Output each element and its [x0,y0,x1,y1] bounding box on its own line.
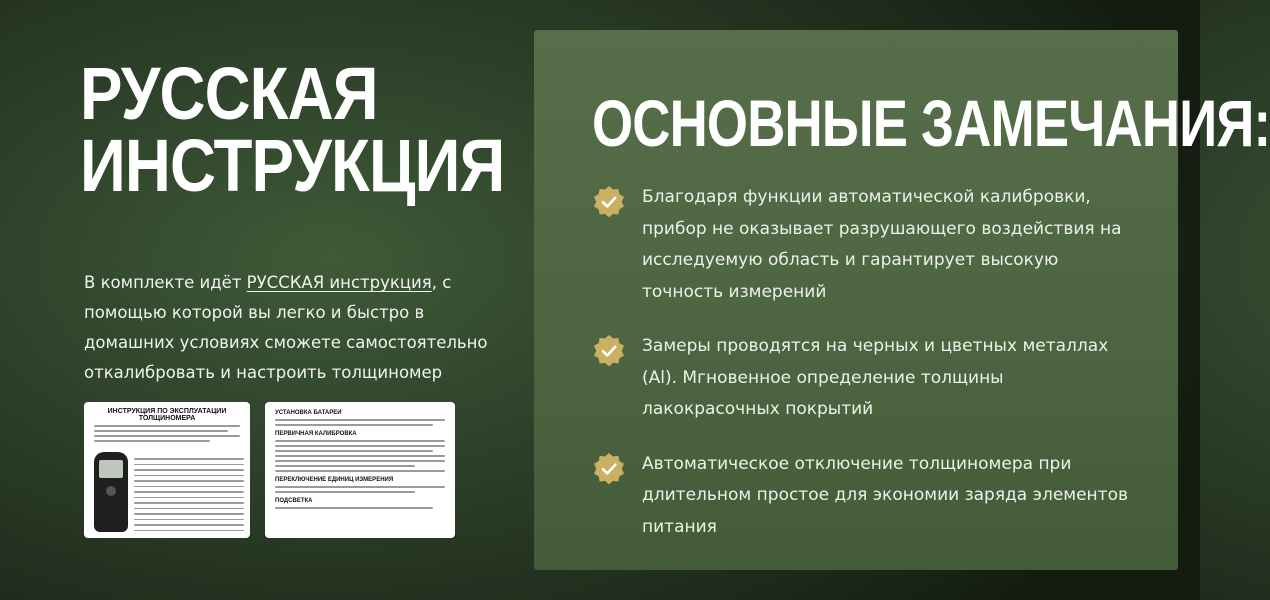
heading-line-2: ИНСТРУКЦИЯ [80,124,505,207]
note-text: Автоматическое отключение толщиномера при длительном простое для экономии заряда элементов питания [642,453,1128,537]
text-line [94,440,210,442]
manual-page-thumbnail-1[interactable] [84,402,250,538]
instruction-link[interactable]: РУССКАЯ инструкция [246,273,432,292]
device-screen [99,460,123,478]
manual-page-thumbnail-2[interactable] [265,402,455,538]
section-title: ПЕРЕКЛЮЧЕНИЕ ЕДИНИЦ ИЗМЕРЕНИЯ [275,477,394,483]
text-line [94,435,240,437]
thickness-gauge-image [94,452,128,532]
note-item [592,449,1132,544]
section-title: УСТАНОВКА БАТАРЕИ [275,410,342,416]
intro-text-end: , с помощью которой вы легко и быстро в домашних условиях сможете самостоятельно откалибровать и настроить толщиномер [84,273,488,382]
intro-text [84,268,504,388]
device-button [106,486,116,496]
section-title: ПОДСВЕТКА [275,498,313,504]
manual-title: ИНСТРУКЦИЯ ПО ЭКСПЛУАТАЦИИ ТОЛЩИНОМЕРА [107,408,227,422]
notes-list [592,182,1132,566]
note-text: Замеры проводятся на черных и цветных металлах (Al). Мгновенное определение толщины лакокрасочных покрытий [642,336,1109,419]
intro-text-start: В комплекте идёт [84,273,247,292]
page-heading [80,52,505,207]
check-badge-icon [592,334,626,368]
panel-title: ОСНОВНЫЕ ЗАМЕЧАНИЯ: [592,86,1270,160]
note-item [592,331,1132,426]
feature-list-lines [134,454,244,531]
section-title: ПЕРВИЧНАЯ КАЛИБРОВКА [275,431,357,437]
note-text: Благодаря функции автоматической калибровки, прибор не оказывает разрушающего воздействия на исследуемую область и гарантирует высокую точность измерений [642,187,1122,302]
heading-line-1: РУССКАЯ [80,52,378,135]
text-line [94,430,228,432]
note-item [592,182,1132,308]
check-badge-icon [592,452,626,486]
notes-panel [534,30,1270,570]
text-line [94,425,240,427]
check-badge-icon [592,185,626,219]
